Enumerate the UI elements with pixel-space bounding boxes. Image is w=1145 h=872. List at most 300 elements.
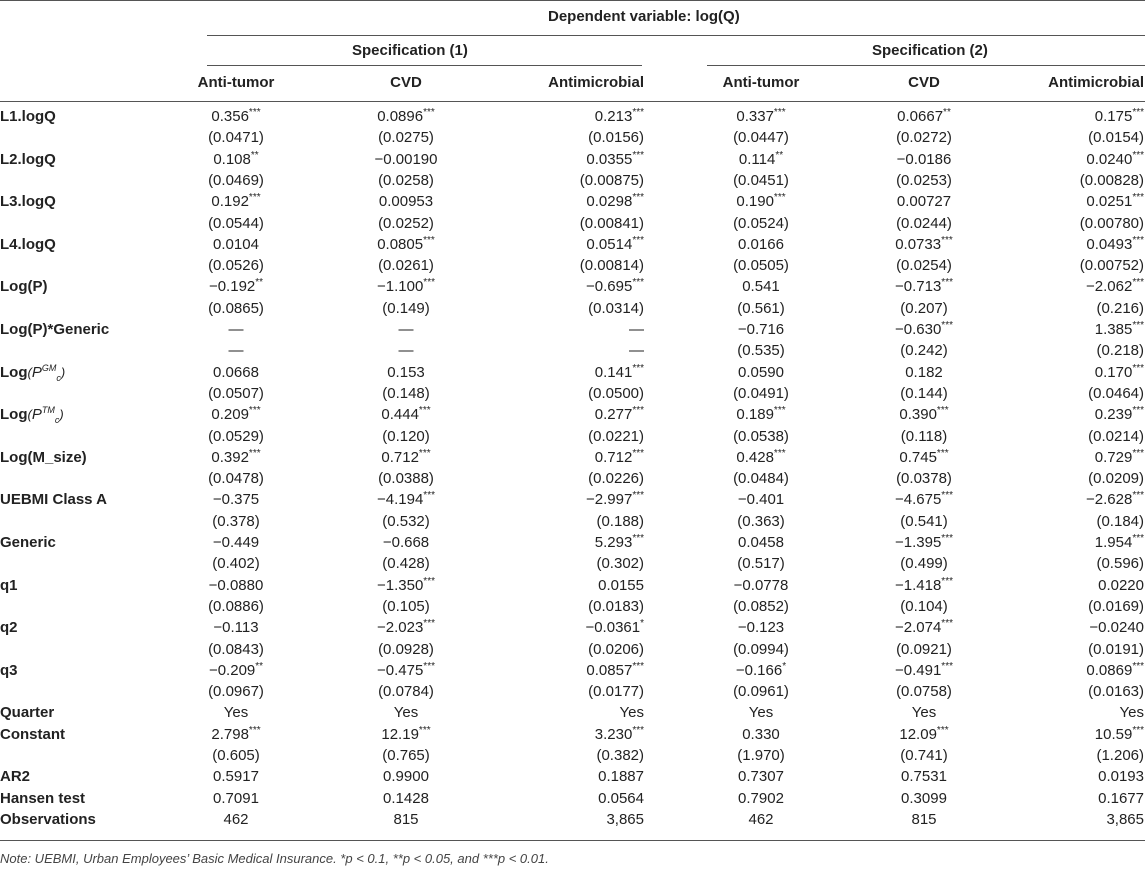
table-cell: 0.0564 (598, 789, 644, 807)
table-cell: (0.00841) (579, 214, 644, 232)
table-cell: (0.0921) (896, 640, 952, 658)
table-cell: (0.0469) (208, 171, 264, 189)
table-cell: 0.356*** (211, 107, 261, 125)
row-label (0, 575, 18, 596)
table-cell: 0.192*** (211, 192, 261, 211)
table-cell: 1.954*** (1094, 533, 1144, 551)
table-cell: 0.0240*** (1086, 149, 1144, 168)
symbol-base: P (31, 406, 42, 424)
table-cell: (0.302) (596, 555, 644, 573)
row-label-text: q3 (0, 661, 18, 679)
table-cell: 0.7902 (738, 789, 784, 807)
row-label (0, 702, 54, 723)
table-cell: (0.741) (900, 747, 948, 764)
table-cell: 0.239*** (1094, 405, 1144, 424)
price-competitor-symbol: $(P^{GM}_c)$ (27, 362, 66, 383)
table-cell: (0.0244) (896, 214, 952, 232)
table-row (0, 532, 1145, 553)
table-cell: −0.0361* (585, 618, 644, 637)
table-row (0, 788, 1145, 809)
row-label (0, 447, 87, 468)
table-cell: (0.0961) (733, 683, 789, 701)
symbol-subscript: c (54, 415, 60, 426)
table-cell: 0.0857*** (586, 660, 644, 679)
row-label (0, 617, 18, 638)
table-cell: Yes (1119, 704, 1144, 722)
table-cell: 0.175*** (1094, 107, 1144, 125)
col-header-anti-tumor-1: Anti-tumor (197, 74, 275, 91)
table-cell: (0.517) (737, 555, 785, 573)
table-cell: (0.0529) (208, 427, 264, 445)
table-row (0, 340, 1145, 361)
table-cell: 0.0869*** (1086, 660, 1144, 679)
table-cell: 10.59*** (1094, 724, 1144, 743)
table-cell: 0.541 (742, 278, 780, 296)
table-cell: 0.0667** (897, 107, 951, 125)
table-row (0, 426, 1145, 447)
table-cell: (0.118) (900, 427, 948, 445)
table-row (0, 149, 1145, 170)
table-cell: −0.401 (737, 491, 785, 509)
table-cell: −0.0186 (896, 150, 952, 168)
table-cell: (0.0214) (1088, 427, 1144, 445)
table-cell: 3,865 (1106, 810, 1144, 828)
table-cell: (0.0491) (733, 384, 789, 402)
table-cell: 0.0355*** (586, 149, 644, 168)
row-label (0, 149, 56, 170)
symbol-superscript: GM (41, 362, 57, 373)
row-label (0, 809, 96, 830)
table-cell: 0.7531 (901, 768, 947, 786)
table-cell: (0.0254) (896, 257, 952, 275)
table-cell: 0.0805*** (377, 234, 435, 253)
symbol-superscript: TM (41, 405, 55, 416)
table-cell: 0.00727 (896, 193, 952, 211)
table-cell: (0.0484) (733, 470, 789, 488)
row-label-text: Generic (0, 534, 56, 551)
table-cell: (0.535) (737, 342, 785, 360)
table-cell: −4.194*** (377, 490, 435, 509)
table-cell: (0.541) (900, 512, 948, 530)
row-label (0, 234, 56, 255)
table-row (0, 276, 1145, 297)
table-cell: 0.1677 (1098, 789, 1144, 807)
table-cell: −0.209** (208, 660, 264, 679)
table-cell: 0.108** (213, 149, 259, 168)
table-cell: 0.0251*** (1086, 192, 1144, 211)
table-cell: 0.170*** (1094, 362, 1144, 381)
table-cell: 3,865 (606, 810, 644, 828)
table-row (0, 617, 1145, 638)
table-cell: 0.9900 (383, 768, 429, 786)
table-cell: 0.00953 (378, 193, 434, 211)
table-cell: (0.0447) (733, 129, 789, 147)
col-header-anti-tumor-2: Anti-tumor (722, 74, 800, 91)
table-cell: 0.189*** (736, 405, 786, 424)
table-cell: 0.1428 (383, 789, 429, 807)
table-cell: (0.0843) (208, 640, 264, 658)
table-cell: 0.392*** (211, 447, 261, 466)
table-note: Note: UEBMI, Urban Employees’ Basic Medical Insurance. *p < 0.1, **p < 0.05, and ***p < 0.01. (0, 851, 549, 866)
table-row (0, 319, 1145, 340)
table-cell: −2.062*** (1086, 277, 1144, 296)
row-label-text: AR2 (0, 768, 31, 786)
table-row (0, 255, 1145, 276)
table-cell: 0.7307 (738, 768, 784, 786)
row-label-text: Log (0, 363, 28, 381)
top-rule (0, 0, 1145, 1)
table-cell: −0.0778 (733, 576, 789, 594)
table-cell: (0.188) (596, 512, 644, 530)
table-cell: −2.023*** (377, 618, 435, 637)
table-cell: 0.428*** (736, 447, 786, 466)
table-cell: Yes (911, 704, 937, 722)
table-cell: (0.242) (900, 342, 948, 360)
symbol-base: P (31, 363, 42, 381)
table-cell: −0.00190 (374, 150, 438, 168)
table-cell: (0.0275) (378, 129, 434, 147)
table-cell: 0.0514*** (586, 234, 644, 253)
table-cell: (0.0526) (208, 257, 264, 275)
row-label-text: Observations (0, 810, 96, 828)
table-cell: −2.628*** (1086, 490, 1144, 509)
row-label (0, 319, 109, 340)
table-cell: 462 (748, 810, 774, 828)
table-cell: −0.375 (212, 491, 260, 509)
table-cell: 0.0896*** (377, 107, 435, 125)
table-row (0, 745, 1145, 766)
table-cell: (0.0388) (378, 470, 434, 488)
table-row (0, 596, 1145, 617)
table-cell: 0.3099 (901, 789, 947, 807)
table-cell: 0.712*** (594, 447, 644, 466)
table-cell: Yes (223, 704, 249, 722)
table-cell: — (398, 342, 414, 360)
table-cell: 0.0220 (1098, 576, 1144, 594)
table-row (0, 511, 1145, 532)
bottom-rule (0, 840, 1145, 841)
table-row (0, 489, 1145, 510)
table-cell: (0.0221) (588, 427, 644, 445)
table-cell: (0.218) (1096, 342, 1144, 360)
table-cell: (0.0967) (208, 683, 264, 701)
table-cell: (0.00752) (1079, 257, 1144, 275)
table-cell: −0.491*** (895, 660, 953, 679)
row-label (0, 489, 107, 510)
table-cell: — (629, 321, 644, 338)
table-cell: 0.5917 (213, 768, 259, 786)
table-cell: (0.499) (900, 555, 948, 573)
table-cell: 0.745*** (899, 447, 949, 466)
table-cell: 0.337*** (736, 107, 786, 125)
table-cell: 0.153 (387, 363, 425, 381)
table-cell: −2.997*** (586, 490, 644, 509)
table-cell: 12.09*** (899, 724, 949, 743)
table-cell: (0.428) (382, 555, 430, 573)
col-header-antimicrobial-2: Antimicrobial (1048, 74, 1144, 91)
table-cell: 3.230*** (594, 724, 644, 743)
table-cell: 0.0458 (738, 534, 784, 551)
row-label-text: q2 (0, 619, 18, 637)
table-cell: (0.216) (1096, 299, 1144, 317)
table-cell: (0.0451) (733, 171, 789, 189)
table-cell: 0.0733*** (895, 234, 953, 253)
table-cell: (0.0191) (1088, 640, 1144, 658)
table-cell: (0.532) (382, 512, 430, 530)
table-cell: 0.0104 (213, 235, 259, 253)
table-row (0, 553, 1145, 574)
table-cell: (0.402) (212, 555, 260, 573)
table-cell: (1.970) (737, 747, 785, 764)
table-cell: −1.395*** (895, 533, 953, 551)
table-cell: (0.0505) (733, 257, 789, 275)
table-cell: (0.765) (382, 747, 430, 764)
table-cell: −0.123 (737, 619, 785, 637)
table-cell: 0.712*** (381, 447, 431, 466)
table-cell: (0.0154) (1088, 129, 1144, 147)
table-cell: (0.0478) (208, 470, 264, 488)
table-cell: (0.0156) (588, 129, 644, 147)
table-row (0, 191, 1145, 212)
header-bottom-rule (0, 101, 1145, 102)
table-cell: (0.0886) (208, 597, 264, 615)
table-cell: 0.1887 (598, 768, 644, 786)
table-cell: 815 (911, 810, 937, 828)
symbol-subscript: c (56, 372, 61, 383)
table-cell: (0.561) (737, 299, 785, 317)
table-cell: −0.713*** (895, 277, 953, 296)
table-cell: (0.105) (382, 597, 430, 615)
spec2-header: Specification (2) (872, 42, 988, 59)
table-cell: 0.444*** (381, 405, 431, 424)
table-cell: (0.0226) (588, 470, 644, 488)
table-cell: (0.0464) (1088, 384, 1144, 402)
table-cell: 2.798*** (211, 724, 261, 743)
table-cell: (0.184) (1096, 512, 1144, 530)
table-row (0, 234, 1145, 255)
table-row (0, 170, 1145, 191)
table-row (0, 447, 1145, 468)
col-header-cvd-2: CVD (908, 74, 940, 91)
table-cell: (0.120) (382, 427, 430, 445)
spec1-header: Specification (1) (352, 42, 468, 59)
table-cell: 0.0193 (1098, 768, 1144, 786)
table-cell: 0.114** (738, 149, 784, 168)
table-cell: (0.0994) (733, 640, 789, 658)
table-cell: −0.0880 (208, 576, 264, 594)
row-label-text: q1 (0, 576, 18, 594)
row-label (0, 106, 56, 127)
table-cell: (0.0928) (378, 640, 434, 658)
table-cell: (0.0183) (588, 597, 644, 615)
table-cell: (0.0500) (588, 384, 644, 402)
table-cell: (0.144) (900, 384, 948, 402)
table-cell: 0.0590 (738, 363, 784, 381)
row-label (0, 788, 85, 809)
table-cell: (0.0544) (208, 214, 264, 232)
table-row (0, 766, 1145, 787)
table-cell: (0.0258) (378, 171, 434, 189)
table-cell: (0.0784) (378, 683, 434, 701)
table-cell: 0.141*** (594, 362, 644, 381)
table-cell: (0.00814) (579, 257, 644, 275)
table-cell: (0.605) (212, 747, 260, 764)
table-cell: −0.695*** (586, 277, 644, 296)
table-cell: 0.182 (905, 363, 943, 381)
table-cell: (0.0169) (1088, 597, 1144, 615)
table-cell: (0.0261) (378, 257, 434, 275)
row-label (0, 362, 65, 383)
table-row (0, 404, 1145, 425)
table-cell: (0.0471) (208, 129, 264, 147)
spec1-rule (207, 65, 642, 66)
table-cell: 0.0493*** (1086, 234, 1144, 253)
table-cell: 0.213*** (594, 107, 644, 125)
table-cell: 462 (223, 810, 249, 828)
table-cell: (0.0865) (208, 299, 264, 317)
table-row (0, 575, 1145, 596)
table-cell: −0.0240 (1089, 619, 1144, 637)
table-cell: −1.350*** (377, 575, 435, 594)
table-cell: 0.0155 (598, 576, 644, 594)
row-label-text: Log(P) (0, 278, 48, 296)
table-cell: −0.716 (737, 321, 785, 338)
row-label-text: Hansen test (0, 789, 86, 807)
table-cell: Yes (748, 704, 774, 722)
table-cell: (0.0177) (588, 683, 644, 701)
table-cell: (0.0209) (1088, 470, 1144, 488)
table-cell: (0.148) (382, 384, 430, 402)
table-cell: (0.378) (212, 512, 260, 530)
table-cell: −0.192** (208, 277, 264, 296)
table-row (0, 298, 1145, 319)
table-cell: (0.0272) (896, 129, 952, 147)
row-label-text: L4.logQ (0, 235, 56, 253)
table-cell: (0.0378) (896, 470, 952, 488)
table-cell: −1.418*** (895, 575, 953, 594)
table-cell: (0.0524) (733, 214, 789, 232)
col-header-antimicrobial-1: Antimicrobial (548, 74, 644, 91)
table-row (0, 681, 1145, 702)
table-cell: −0.475*** (377, 660, 435, 679)
table-cell: 0.0668 (213, 363, 259, 381)
table-cell: (0.00875) (579, 171, 644, 189)
table-row (0, 809, 1145, 830)
table-cell: (0.104) (900, 597, 948, 615)
table-cell: (0.0852) (733, 597, 789, 615)
row-label-text: Constant (0, 725, 65, 743)
table-cell: (0.0253) (896, 171, 952, 189)
table-cell: −4.675*** (895, 490, 953, 509)
table-cell: — (398, 321, 414, 338)
row-label-text: UEBMI Class A (0, 491, 107, 509)
row-label (0, 404, 64, 425)
table-cell: (0.0507) (208, 384, 264, 402)
table-row (0, 127, 1145, 148)
table-cell: (0.0314) (588, 299, 644, 317)
table-row (0, 639, 1145, 660)
table-cell: Yes (393, 704, 419, 722)
row-label (0, 191, 56, 212)
dependent-rule (207, 35, 1145, 36)
table-cell: Yes (619, 704, 644, 722)
table-cell: — (228, 321, 244, 338)
table-cell: — (228, 342, 244, 360)
table-cell: 815 (393, 810, 419, 828)
table-cell: (0.0252) (378, 214, 434, 232)
table-cell: (0.596) (1096, 555, 1144, 573)
table-cell: 0.190*** (736, 192, 786, 211)
table-cell: (0.207) (900, 299, 948, 317)
table-row (0, 702, 1145, 723)
table-cell: (0.0538) (733, 427, 789, 445)
table-cell: −1.100*** (377, 277, 435, 296)
table-cell: −0.113 (213, 619, 259, 637)
table-cell: 0.0166 (738, 235, 784, 253)
table-row (0, 362, 1145, 383)
table-cell: 0.0298*** (586, 192, 644, 211)
table-row (0, 213, 1145, 234)
row-label-text: Log(M_size) (0, 448, 87, 466)
table-cell: (0.363) (737, 512, 785, 530)
row-label (0, 724, 65, 745)
table-cell: 0.209*** (211, 405, 261, 424)
table-cell: (0.0758) (896, 683, 952, 701)
row-label (0, 766, 30, 787)
row-label-text: L3.logQ (0, 193, 56, 211)
row-label-text: Log (0, 406, 28, 424)
row-label-text: L2.logQ (0, 150, 56, 168)
table-cell: −0.668 (382, 534, 430, 551)
table-cell: 0.390*** (899, 405, 949, 424)
table-cell: (0.0206) (588, 640, 644, 658)
row-label-text: L1.logQ (0, 108, 56, 125)
table-cell: −0.166* (735, 660, 787, 679)
table-cell: −0.630*** (895, 320, 953, 338)
row-label (0, 660, 18, 681)
table-row (0, 106, 1145, 127)
table-cell: (0.149) (382, 299, 430, 317)
table-cell: 1.385*** (1094, 320, 1144, 338)
table-cell: — (629, 342, 644, 360)
row-label-text: Log(P)*Generic (0, 321, 110, 338)
table-cell: 12.19*** (381, 724, 431, 743)
table-cell: −0.449 (212, 534, 260, 551)
row-label (0, 532, 56, 553)
table-cell: 0.277*** (594, 405, 644, 424)
table-cell: (0.00828) (1079, 171, 1144, 189)
table-cell: 5.293*** (594, 533, 644, 551)
col-header-cvd-1: CVD (390, 74, 422, 91)
table-cell: 0.7091 (213, 789, 259, 807)
table-row (0, 468, 1145, 489)
table-cell: (0.00780) (1079, 214, 1144, 232)
table-cell: 0.729*** (1094, 447, 1144, 466)
row-label (0, 276, 47, 297)
table-row (0, 660, 1145, 681)
table-row (0, 383, 1145, 404)
table-cell: 0.330 (742, 725, 780, 743)
table-cell: (0.382) (596, 747, 644, 764)
table-cell: −2.074*** (895, 618, 953, 637)
table-cell: (1.206) (1096, 747, 1144, 764)
table-row (0, 724, 1145, 745)
spec2-rule (707, 65, 1145, 66)
table-cell: (0.0163) (1088, 683, 1144, 701)
row-label-text: Quarter (0, 704, 55, 722)
dependent-variable-header: Dependent variable: log(Q) (548, 8, 740, 25)
price-competitor-symbol: $(P™_c)$ (27, 405, 64, 426)
